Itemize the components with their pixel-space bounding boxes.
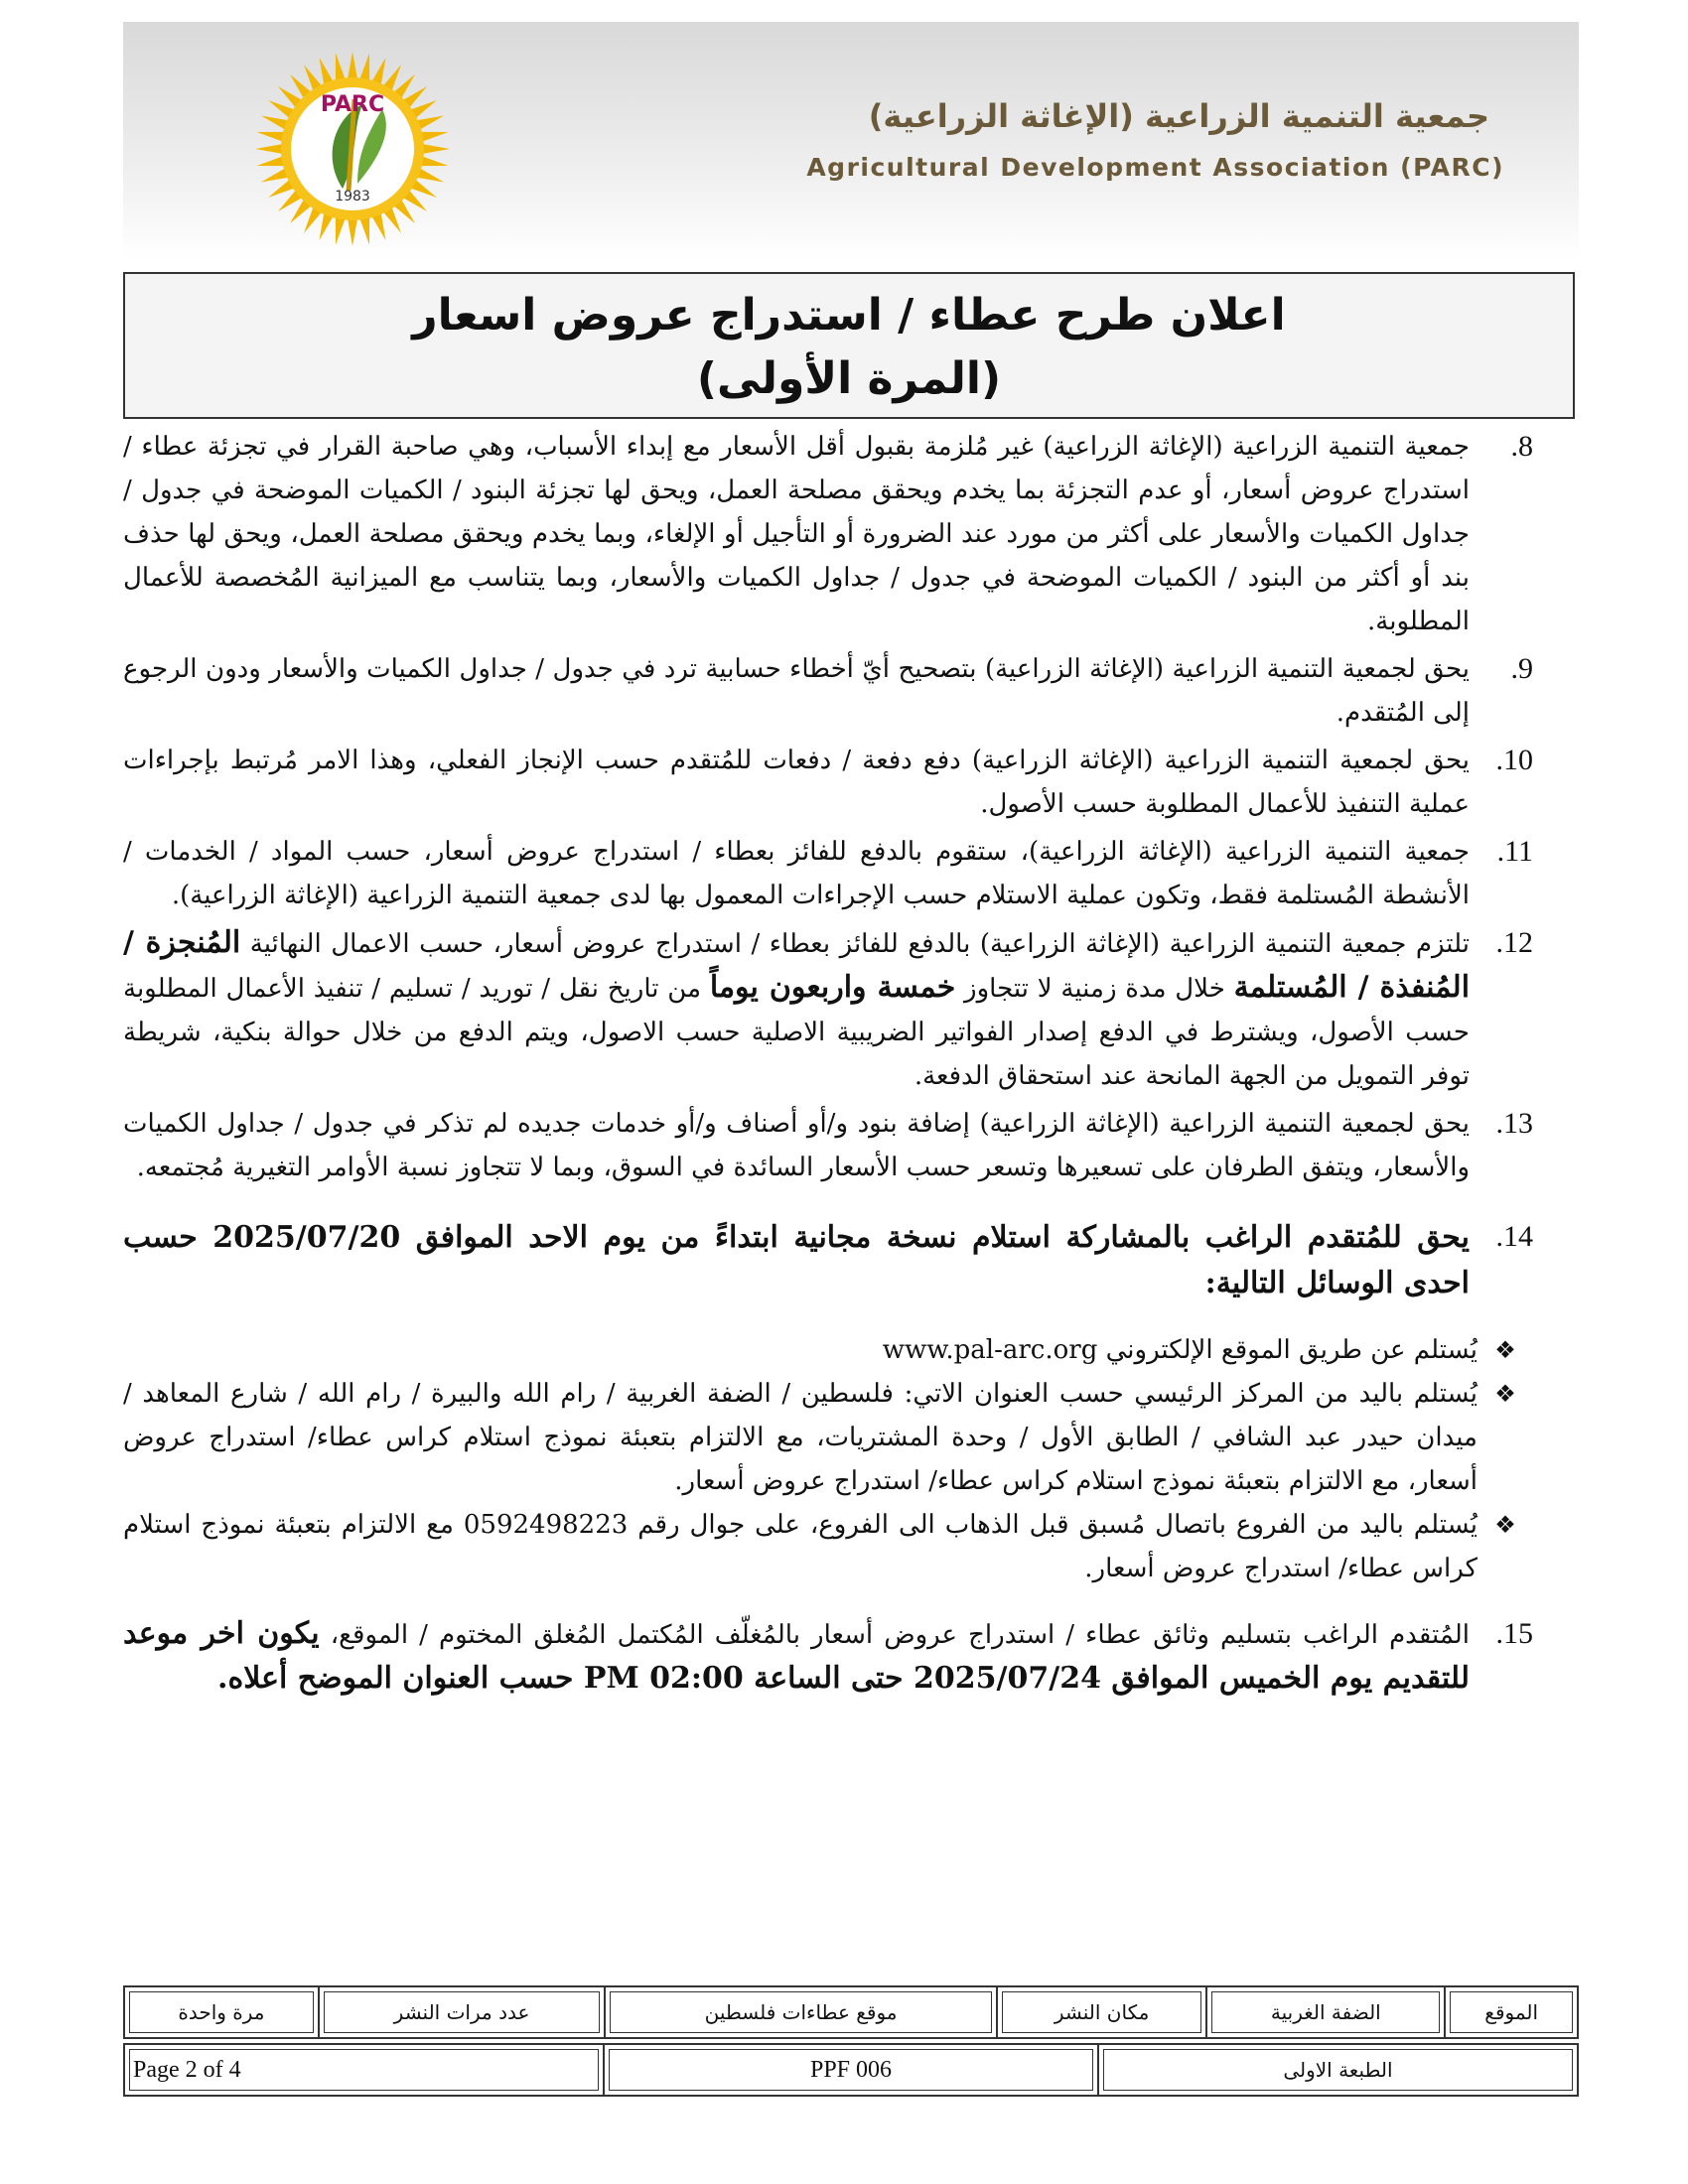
- clause-12-bold-b: خمسة واربعون يوماً: [709, 970, 956, 1005]
- clause-11: [123, 830, 1533, 917]
- clause-text: جمعية التنمية الزراعية (الإغاثة الزراعية) غير مُلزمة بقبول أقل الأسعار مع إبداء الأسباب، وهي صاحبة القرار في تجزئة عطاء / استدراج عروض أسعار، أو عدم التجزئة بما يخدم ويحقق مصلحة العمل، ويحق لها تجزئة البنود / الكميات الموضحة في جدول / جداول الكميات والأسعار على أكثر من مورد عند الضرورة أو التأجيل أو الإلغاء، وبما يخدم ويحقق مصلحة العمل، ويحق لها حذف بند أو أكثر من البنود / الكميات الموضحة في جدول / جداول الكميات والأسعار، وبما يتناسب مع الميزانية المُخصصة للأعمال المطلوبة.: [123, 432, 1470, 636]
- sun-ray: [331, 216, 346, 245]
- clause-12-text-b: خلال مدة زمنية لا تتجاوز: [964, 974, 1225, 1004]
- org-name-arabic: جمعية التنمية الزراعية (الإغاثة الزراعية): [868, 97, 1489, 135]
- clause-number: .11: [1496, 835, 1533, 868]
- sun-ray: [422, 144, 450, 154]
- announcement-title-box: [123, 272, 1575, 419]
- sun-logo-icon: [204, 50, 501, 248]
- sun-ray: [359, 53, 374, 81]
- clause-8: [123, 425, 1533, 643]
- sun-ray: [255, 144, 283, 154]
- clause-14: [123, 1215, 1533, 1306]
- table-cell: عدد مرات النشر: [319, 1986, 605, 2038]
- edition-cell: الطبعة الاولى: [1098, 2044, 1578, 2096]
- clause-12-bold-a: المُنجزة / المُنفذة / المُستلمة: [123, 925, 1471, 1005]
- table-cell: الموقع: [1445, 1986, 1578, 2038]
- list-item: [123, 1503, 1533, 1590]
- clause-text: يحق لجمعية التنمية الزراعية (الإغاثة الزراعية) دفع دفعة / دفعات للمُتقدم حسب الإنجاز الفعلي، وهذا الامر مُرتبط بإجراءات عملية التنفيذ للأعمال المطلوبة حسب الأصول.: [123, 746, 1471, 819]
- sun-ray: [331, 53, 346, 81]
- clause-text: يحق لجمعية التنمية الزراعية (الإغاثة الزراعية) بتصحيح أيّ أخطاء حسابية ترد في جدول / جداول الكميات والأسعار ودون الرجوع إلى المُتقدم.: [123, 654, 1470, 728]
- clause-text: يحق للمُتقدم الراغب بالمشاركة استلام نسخة مجانية ابتداءً من يوم الاحد الموافق 2025/07/20 حسب احدى الوسائل التالية:: [123, 1220, 1470, 1300]
- clause-number: .15: [1495, 1617, 1533, 1650]
- retrieval-methods-list: [123, 1328, 1533, 1590]
- clause-text: [123, 1612, 1470, 1702]
- table-cell: موقع عطاءات فلسطين: [605, 1986, 997, 2038]
- bullet-text: يُستلم عن طريق الموقع الإلكتروني www.pal-arc.org: [882, 1335, 1477, 1365]
- list-item: [123, 1328, 1533, 1372]
- clause-number: .13: [1495, 1107, 1533, 1140]
- diamond-bullet-icon: ❖: [1494, 1336, 1516, 1364]
- sun-ray: [348, 52, 357, 79]
- clause-number: .14: [1495, 1220, 1533, 1253]
- sun-ray: [348, 218, 357, 246]
- clause-number: .8: [1510, 430, 1533, 463]
- clause-text: جمعية التنمية الزراعية (الإغاثة الزراعية)، ستقوم بالدفع للفائز بعطاء / استدراج عروض أسعار، حسب المواد / الخدمات / الأنشطة المُستلمة فقط، وتكون عملية الاستلام حسب الإجراءات المعمول بها لدى جمعية التنمية الزراعية (الإغاثة الزراعية).: [123, 837, 1470, 910]
- clause-number: .10: [1495, 744, 1533, 776]
- sun-ray: [420, 156, 449, 171]
- clause-15-deadline: يكون اخر موعد للتقديم يوم الخميس الموافق 2025/07/24 حتى الساعة 02:00 PM حسب العنوان الموضح أعلاه.: [123, 1616, 1470, 1696]
- clause-15-text-a: المُتقدم الراغب بتسليم وثائق عطاء / استدراج عروض أسعار بالمُغلّف المُكتمل المُغلق المختوم / الموقع،: [330, 1620, 1471, 1650]
- clause-12: [123, 921, 1533, 1098]
- clause-text: [123, 921, 1470, 1098]
- terms-list: [123, 425, 1533, 1706]
- diamond-bullet-icon: ❖: [1494, 1380, 1516, 1408]
- publication-info-table: [123, 1985, 1579, 2039]
- table-row: [124, 1986, 1578, 2038]
- clause-12-text-a: تلتزم جمعية التنمية الزراعية (الإغاثة الزراعية) بالدفع للفائز بعطاء / استدراج عروض أسعار، حسب الاعمال النهائية: [249, 929, 1470, 959]
- clause-12-text-c: من تاريخ نقل / توريد / تسليم / تنفيذ الأعمال المطلوبة حسب الأصول، ويشترط في الدفع إصدار الفواتير الضريبية الاصلية حسب الاصول، ويتم الدفع من خلال حوالة بنكية، شريطة توفر التمويل من الجهة المانحة عند استحقاق الدفعة.: [123, 974, 1470, 1091]
- table-cell: الضفة الغربية: [1206, 1986, 1445, 2038]
- table-cell: مرة واحدة: [124, 1986, 319, 2038]
- page-number-cell: Page 2 of 4: [124, 2044, 604, 2096]
- diamond-bullet-icon: ❖: [1494, 1511, 1516, 1539]
- clause-9: [123, 647, 1533, 735]
- clause-number: .12: [1495, 926, 1533, 959]
- sun-ray: [420, 127, 449, 142]
- table-row: [124, 2044, 1578, 2096]
- sun-ray: [256, 127, 285, 142]
- title-line-1: اعلان طرح عطاء / استدراج عروض اسعار: [412, 290, 1286, 341]
- clause-15: [123, 1612, 1533, 1702]
- document-info-table: [123, 2043, 1579, 2097]
- table-cell: مكان النشر: [997, 1986, 1206, 2038]
- logo-year: 1983: [335, 189, 370, 205]
- clause-number: .9: [1510, 652, 1533, 685]
- bullet-text: يُستلم باليد من المركز الرئيسي حسب العنوان الاتي: فلسطين / الضفة الغربية / رام الله والبيرة / رام الله / شارع المعاهد / ميدان حيدر عبد الشافي / الطابق الأول / وحدة المشتريات، مع الالتزام بتعبئة نموذج استلام كراس عطاء/ استدراج عروض أسعار، مع الالتزام بتعبئة نموذج استلام كراس عطاء/ استدراج عروض أسعار.: [123, 1379, 1477, 1496]
- org-name-english: Agricultural Development Association (PARC): [806, 153, 1504, 182]
- sun-ray: [256, 156, 285, 171]
- form-code-cell: PPF 006: [604, 2044, 1098, 2096]
- clause-text: يحق لجمعية التنمية الزراعية (الإغاثة الزراعية) إضافة بنود و/أو أصناف و/أو خدمات جديده لم تذكر في جدول / جداول الكميات والأسعار، ويتفق الطرفان على تسعيرها وتسعر حسب الأسعار السائدة في السوق، وبما لا تتجاوز نسبة الأوامر التغيرية مُجتمعه.: [123, 1109, 1470, 1182]
- sun-ray: [359, 216, 374, 245]
- title-line-2: (المرة الأولى): [696, 353, 1002, 404]
- list-item: [123, 1372, 1533, 1503]
- parc-logo: [204, 50, 501, 248]
- clause-10: [123, 739, 1533, 826]
- bullet-text: يُستلم باليد من الفروع باتصال مُسبق قبل الذهاب الى الفروع، على جوال رقم 0592498223 مع الالتزام بتعبئة نموذج استلام كراس عطاء/ استدراج عروض أسعار.: [123, 1510, 1477, 1583]
- logo-text: PARC: [320, 92, 385, 117]
- clause-13: [123, 1102, 1533, 1189]
